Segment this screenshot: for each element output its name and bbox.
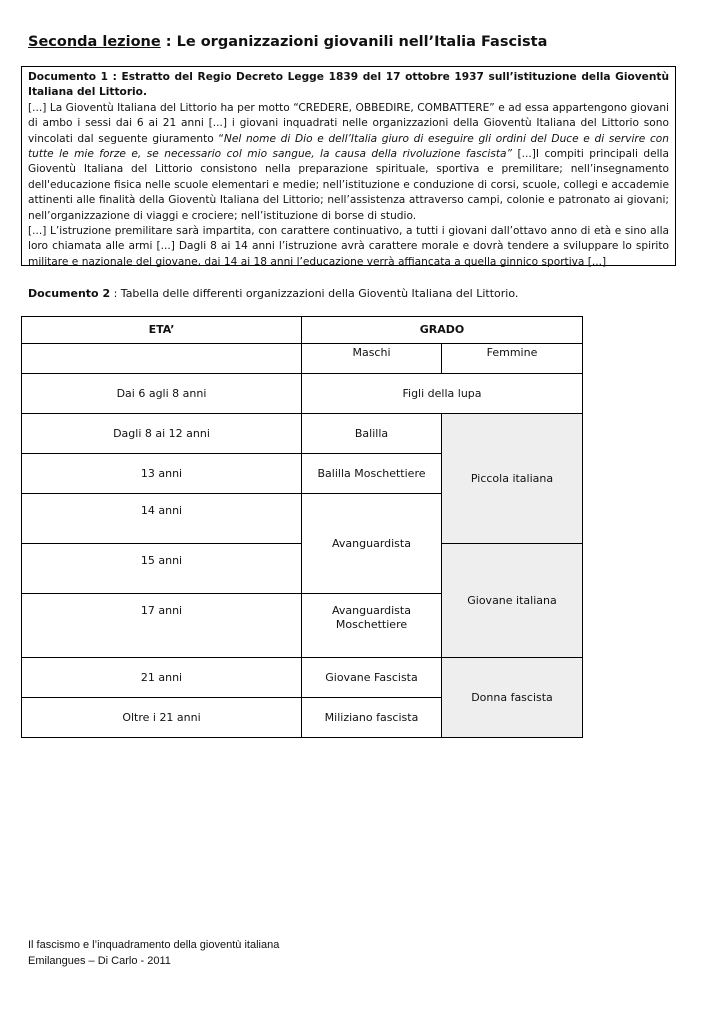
age-cell: 17 anni	[22, 594, 302, 658]
table-header-row	[22, 317, 583, 344]
table-row	[22, 414, 583, 454]
document-1-box	[21, 66, 676, 266]
grade-avanguardista-moschettiere: Avanguardista Moschettiere	[302, 594, 442, 658]
page-title	[28, 34, 547, 50]
grade-piccola-italiana: Piccola italiana	[442, 414, 583, 544]
subheader-empty	[22, 344, 302, 374]
subheader-male: Maschi	[302, 344, 442, 374]
document-1-paragraph-1	[28, 101, 669, 224]
document-1-paragraph-2: [...] L’istruzione premilitare sarà impartita, con carattere continuativo, a tutti i giovani dall’ottavo anno di età e sino alla loro chiamata alle armi [...] Dagli 8 ai 14 anni l’istruzione avrà carattere morale e dovrà tendere a sviluppare lo spirito militare e nazionale del giovane, dai 14 ai 18 anni l’educazione verrà affiancata a quella ginnico sportiva [...]	[28, 225, 669, 268]
organizations-table	[21, 316, 583, 738]
grade-figli-della-lupa: Figli della lupa	[302, 374, 583, 414]
subheader-female: Femmine	[442, 344, 583, 374]
footer-course-title: Il fascismo e l’inquadramento della gioventù italiana	[28, 939, 280, 951]
header-age: ETA’	[22, 317, 302, 344]
lesson-number: Seconda lezione	[28, 34, 161, 50]
age-cell: Oltre i 21 anni	[22, 698, 302, 738]
footer-author: Emilangues – Di Carlo - 2011	[28, 955, 171, 967]
grade-avanguardista: Avanguardista	[302, 494, 442, 594]
grade-balilla-moschettiere: Balilla Moschettiere	[302, 454, 442, 494]
age-cell: Dagli 8 ai 12 anni	[22, 414, 302, 454]
table-row	[22, 374, 583, 414]
age-cell: 15 anni	[22, 544, 302, 594]
document-2-caption-text: : Tabella delle differenti organizzazioni della Gioventù Italiana del Littorio.	[110, 287, 519, 300]
age-cell: Dai 6 agli 8 anni	[22, 374, 302, 414]
grade-giovane-italiana: Giovane italiana	[442, 544, 583, 658]
document-2-label: Documento 2	[28, 287, 111, 300]
table-subheader-row	[22, 344, 583, 374]
lesson-subject: : Le organizzazioni giovanili nell’Italia Fascista	[160, 34, 548, 50]
document-1-text-b: [...]I compiti principali della Gioventù Italiana del Littorio consistono nella preparazione spirituale, sportiva e premilitare; nell’insegnamento dell'educazione fisica nelle scuole elementari e medie; nell’istituzione e conduzione di corsi, scuole, collegi e accademie attinenti alle finalità della Gioventù Italiana del Littorio; nell’assistenza attraverso campi, colonie e patronato ai giovani; nell’organizzazione di viaggi e crociere; nell’istituzione di borse di studio.	[28, 148, 669, 222]
age-cell: 21 anni	[22, 658, 302, 698]
grade-balilla: Balilla	[302, 414, 442, 454]
age-cell: 14 anni	[22, 494, 302, 544]
document-1-oath: Nel nome di Dio e dell’Italia giuro di eseguire gli ordini del Duce e di servire con tutte le mie forze e, se necessario col mio sangue, la causa della rivoluzione fascista”	[28, 132, 669, 161]
grade-miliziano-fascista: Miliziano fascista	[302, 698, 442, 738]
grade-donna-fascista: Donna fascista	[442, 658, 583, 738]
table-row	[22, 658, 583, 698]
grade-giovane-fascista: Giovane Fascista	[302, 658, 442, 698]
page-footer	[28, 937, 279, 969]
document-1-heading: Documento 1 : Estratto del Regio Decreto Legge 1839 del 17 ottobre 1937 sull’istituzione della Gioventù Italiana del Littorio.	[28, 71, 669, 99]
document-1-text-a: [...] La Gioventù Italiana del Littorio ha per motto “CREDERE, OBBEDIRE, COMBATTERE” e ad essa appartengono giovani di ambo i sessi dai 6 ai 21 anni [...] i giovani inquadrati nelle organizzazioni della Gioventù Italiana del Littorio sono vincolati dal seguente giuramento “	[28, 101, 669, 145]
header-grade: GRADO	[302, 317, 583, 344]
age-cell: 13 anni	[22, 454, 302, 494]
document-2-caption	[28, 287, 518, 300]
